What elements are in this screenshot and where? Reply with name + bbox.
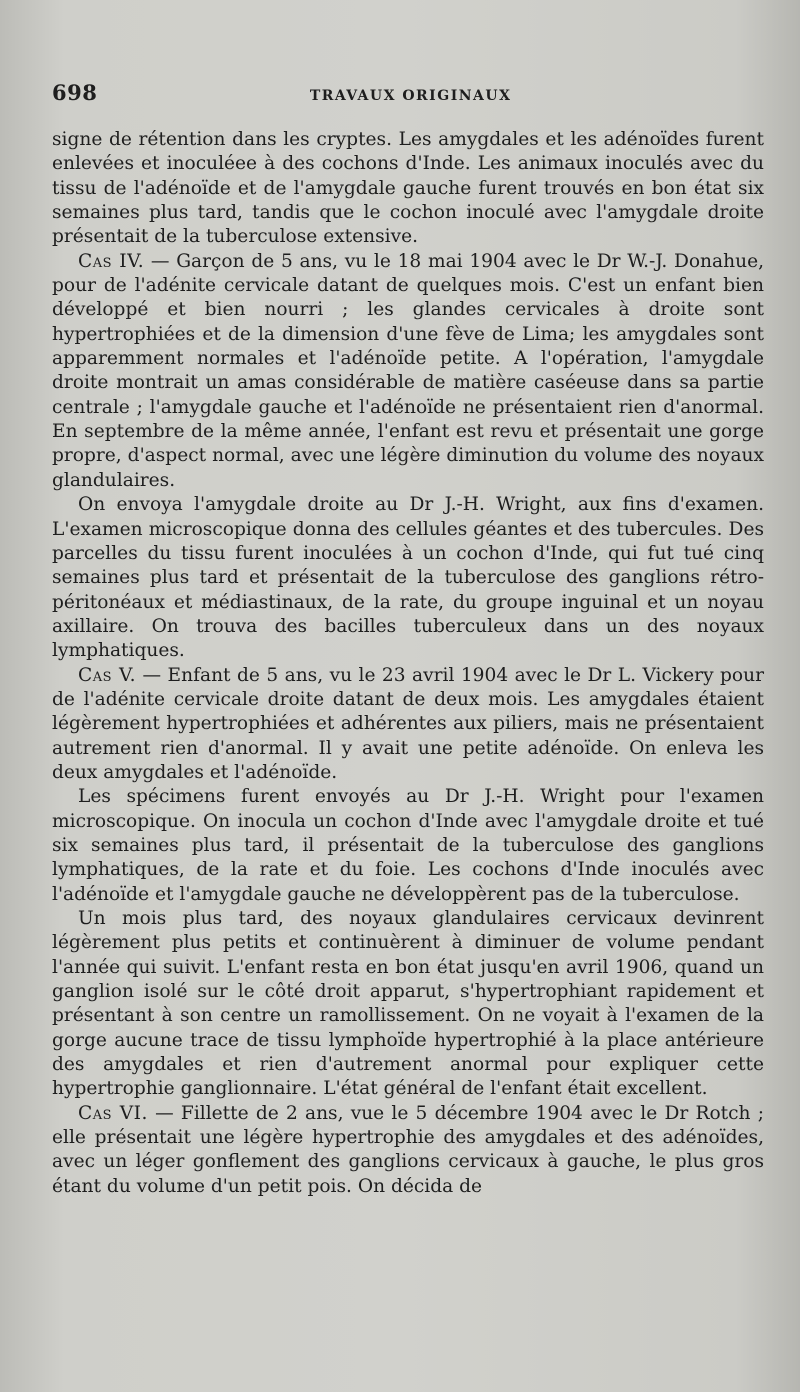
paragraph-text: — Fillette de 2 ans, vue le 5 décembre 1904 avec le Dr Rotch ; elle présentait une légère hypertrophie des amygdales et des adénoïdes, avec un léger gonflement des ganglions cervicaux à gauche, le plus gros étant du volume d'un petit pois. On décida de: [52, 1102, 764, 1197]
paragraph-case-vi: [52, 1102, 764, 1199]
case-label: Cas IV.: [78, 250, 145, 272]
paragraph-text: signe de rétention dans les cryptes. Les amygdales et les adénoïdes furent enlevées et inoculéee à des cochons d'Inde. Les animaux inoculés avec du tissu de l'adénoïde et de l'amygdale gauche furent trouvés en bon état six semaines plus tard, tandis que le cochon inoculé avec l'amygdale droite présentait de la tuberculose extensive.: [52, 129, 764, 248]
case-label: Cas VI.: [78, 1102, 148, 1124]
body-text: [52, 128, 764, 1199]
paragraph-text: On envoya l'amygdale droite au Dr J.-H. Wright, aux fins d'examen. L'examen microscopique donna des cellules géantes et des tubercules. Des parcelles du tissu furent inoculées à un cochon d'Inde, qui fut tué cinq semaines plus tard et présentait de la tuberculose des ganglions rétro-péritonéaux et médiastinaux, de la rate, du groupe inguinal et un noyau axillaire. On trouva des bacilles tuberculeux dans un des noyaux lymphatiques.: [52, 494, 764, 662]
paragraph-case-iv: [52, 250, 764, 493]
paragraph-case-v: [52, 664, 764, 786]
paragraph: [52, 907, 764, 1102]
paragraph-text: Un mois plus tard, des noyaux glandulaires cervicaux devinrent légèrement plus petits et continuèrent à diminuer de volume pendant l'année qui suivit. L'enfant resta en bon état jusqu'en avril 1906, quand un ganglion isolé sur le côté droit apparut, s'hypertrophiant rapidement et présentant à son centre un ramollissement. On ne voyait à l'examen de la gorge aucune trace de tissu lymphoïde hypertrophié à la place antérieure des amygdales et rien d'autrement anormal pour expliquer cette hypertrophie ganglionnaire. L'état général de l'enfant était excellent.: [52, 908, 764, 1100]
paragraph-text: — Enfant de 5 ans, vu le 23 avril 1904 avec le Dr L. Vickery pour de l'adénite cervicale droite datant de deux mois. Les amygdales étaient légèrement hypertrophiées et adhérentes aux piliers, mais ne présentaient autrement rien d'anormal. Il y avait une petite adénoïde. On enleva les deux amygdales et l'adénoïde.: [52, 664, 764, 783]
paragraph-text: Les spécimens furent envoyés au Dr J.-H. Wright pour l'examen microscopique. On inocula un cochon d'Inde avec l'amygdale droite et tué six semaines plus tard, il présentait de la tuberculose des ganglions lymphatiques, de la rate et du foie. Les cochons d'Inde inoculés avec l'adénoïde et l'amygdale gauche ne développèrent pas de la tuberculose.: [52, 786, 764, 905]
paragraph-text: — Garçon de 5 ans, vu le 18 mai 1904 avec le Dr W.-J. Donahue, pour de l'adénite cervicale datant de quelques mois. C'est un enfant bien développé et bien nourri ; les glandes cervicales à droite sont hypertrophiées et de la dimension d'une fève de Lima; les amygdales sont apparemment normales et l'adénoïde petite. A l'opération, l'amygdale droite montrait un amas considérable de matière caséeuse dans sa partie centrale ; l'amygdale gauche et l'adénoïde ne présentaient rien d'anormal. En septembre de la même année, l'enfant est revu et présentait une gorge propre, d'aspect normal, avec une légère diminution du volume des noyaux glandulaires.: [52, 250, 764, 491]
page-header: [52, 80, 764, 120]
running-head: TRAVAUX ORIGINAUX: [309, 88, 512, 104]
case-label: Cas V.: [78, 664, 137, 686]
paragraph: [52, 493, 764, 663]
paragraph: [52, 785, 764, 907]
page-number: 698: [52, 80, 98, 105]
paragraph: [52, 128, 764, 250]
